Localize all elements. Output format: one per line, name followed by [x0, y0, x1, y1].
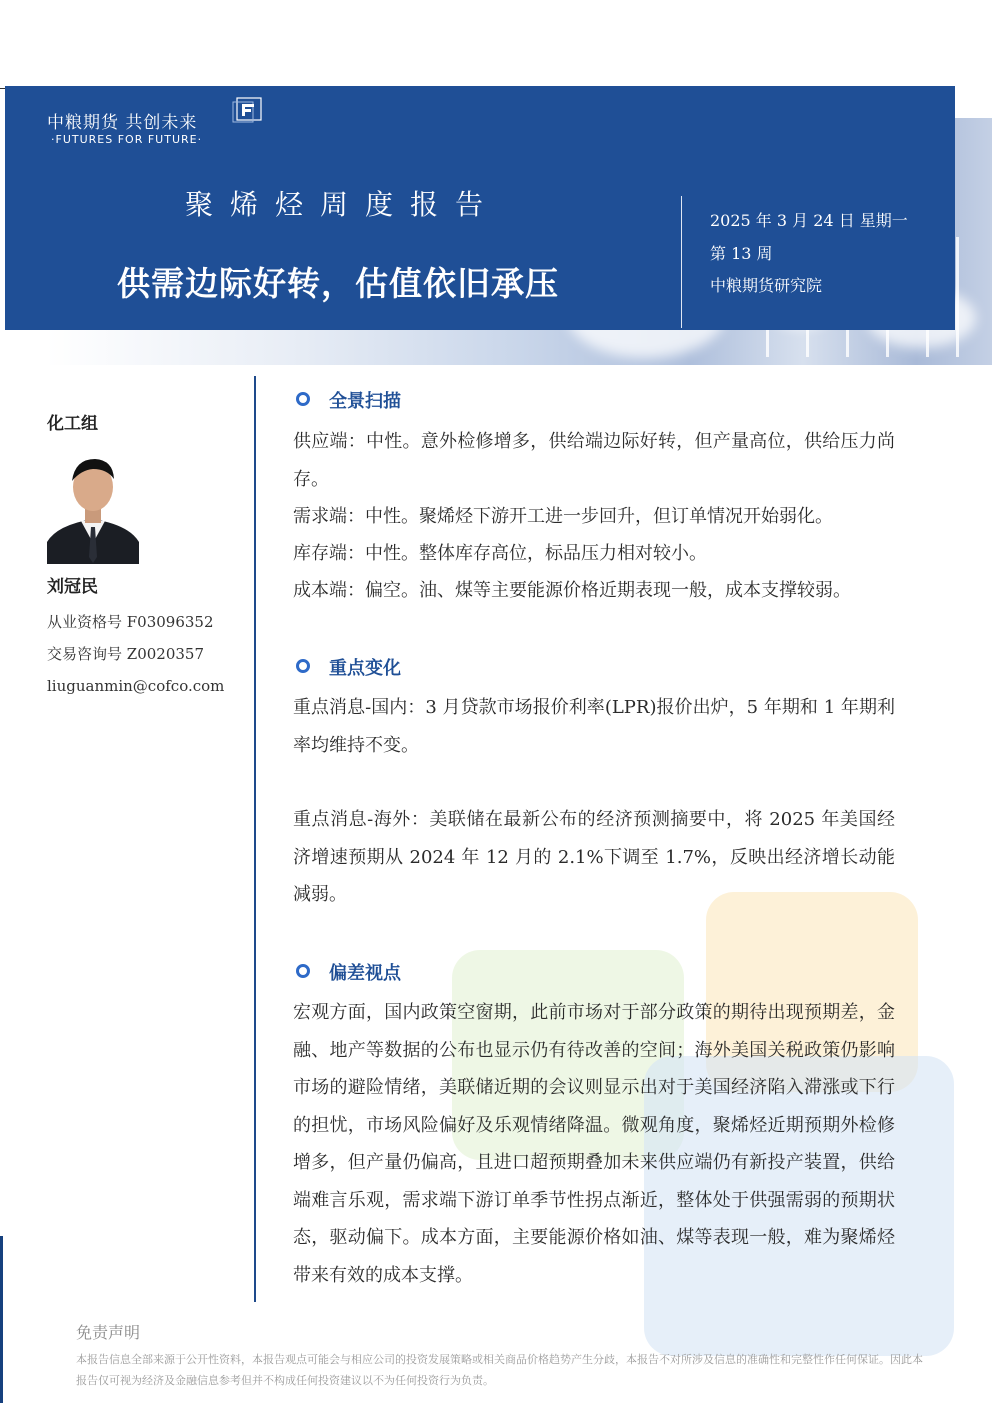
- section-bullet-icon: [296, 964, 310, 978]
- report-title: 供需边际好转，估值依旧承压: [117, 264, 559, 303]
- report-type: 聚烯烃周度报告: [185, 188, 501, 221]
- analyst-email-link[interactable]: liuguanmin@cofco.com: [47, 677, 225, 695]
- key-news-overseas-text: 重点消息-海外：美联储在最新公布的经济预测摘要中，将 2025 年美国经济增速预期从 2024 年 12 月的 2.1%下调至 1.7%，反映出经济增长动能减弱。: [293, 809, 895, 905]
- overview-demand-text: 需求端：中性。聚烯烃下游开工进一步回升，但订单情况开始弱化。: [293, 506, 833, 527]
- analyst-photo: [47, 447, 139, 564]
- section-bullet-icon: [296, 659, 310, 673]
- disclaimer-text: 本报告信息全部来源于公开性资料，本报告观点可能会与相应公司的投资发展策略或相关商品价格趋势产生分歧，本报告不对所涉及信息的准确性和完整性作任何保证。因此本报告仅可视为经济及金融信息参考但并不构成任何投资建议以不为任何投资行为负责。: [76, 1353, 923, 1387]
- header-meta-divider: [681, 196, 682, 328]
- column-divider: [254, 376, 256, 1302]
- overview-inventory-text: 库存端：中性。整体库存高位，标品压力相对较小。: [293, 543, 707, 564]
- company-logo-slogan: ·FUTURES FOR FUTURE·: [51, 133, 203, 146]
- left-edge-bar: [0, 1236, 3, 1403]
- company-logo-text: 中粮期货 共创未来: [47, 113, 198, 133]
- disclaimer-title: 免责声明: [76, 1323, 141, 1342]
- section-title: 偏差视点: [329, 963, 401, 984]
- analyst-qualification-number: 从业资格号 F03096352: [47, 613, 214, 631]
- report-week: 第 13 周: [710, 244, 773, 263]
- overview-cost-text: 成本端：偏空。油、煤等主要能源价格近期表现一般，成本支撑较弱。: [293, 580, 851, 601]
- report-date: 2025 年 3 月 24 日 星期一: [710, 211, 908, 230]
- deviation-view-text: 宏观方面，国内政策空窗期，此前市场对于部分政策的期待出现预期差，金融、地产等数据的公布也显示仍有待改善的空间；海外美国关税政策仍影响市场的避险情绪，美联储近期的会议则显示出对于美国经济陷入滞涨或下行的担忧，市场风险偏好及乐观情绪降温。微观角度，聚烯烃近期预期外检修增多，但产量仍偏高，且进口超预期叠加未来供应端仍有新投产装置，供给端难言乐观，需求端下游订单季节性拐点渐近，整体处于供强需弱的预期状态，驱动偏下。成本方面，主要能源价格如油、煤等表现一般，难为聚烯烃带来有效的成本支撑。: [293, 1002, 895, 1286]
- overview-supply-text: 供应端：中性。意外检修增多，供给端边际好转，但产量高位，供给压力尚存。: [293, 431, 895, 490]
- section-title: 全景扫描: [329, 391, 401, 412]
- analyst-group: 化工组: [47, 414, 98, 434]
- analyst-name: 刘冠民: [47, 577, 98, 597]
- report-institute: 中粮期货研究院: [710, 276, 823, 295]
- section-bullet-icon: [296, 392, 310, 406]
- company-logo-icon: [232, 97, 262, 123]
- key-news-domestic-text: 重点消息-国内：3 月贷款市场报价利率(LPR)报价出炉，5 年期和 1 年期利率均维持不变。: [293, 697, 895, 756]
- analyst-consult-number: 交易咨询号 Z0020357: [47, 645, 204, 663]
- section-title: 重点变化: [329, 658, 401, 679]
